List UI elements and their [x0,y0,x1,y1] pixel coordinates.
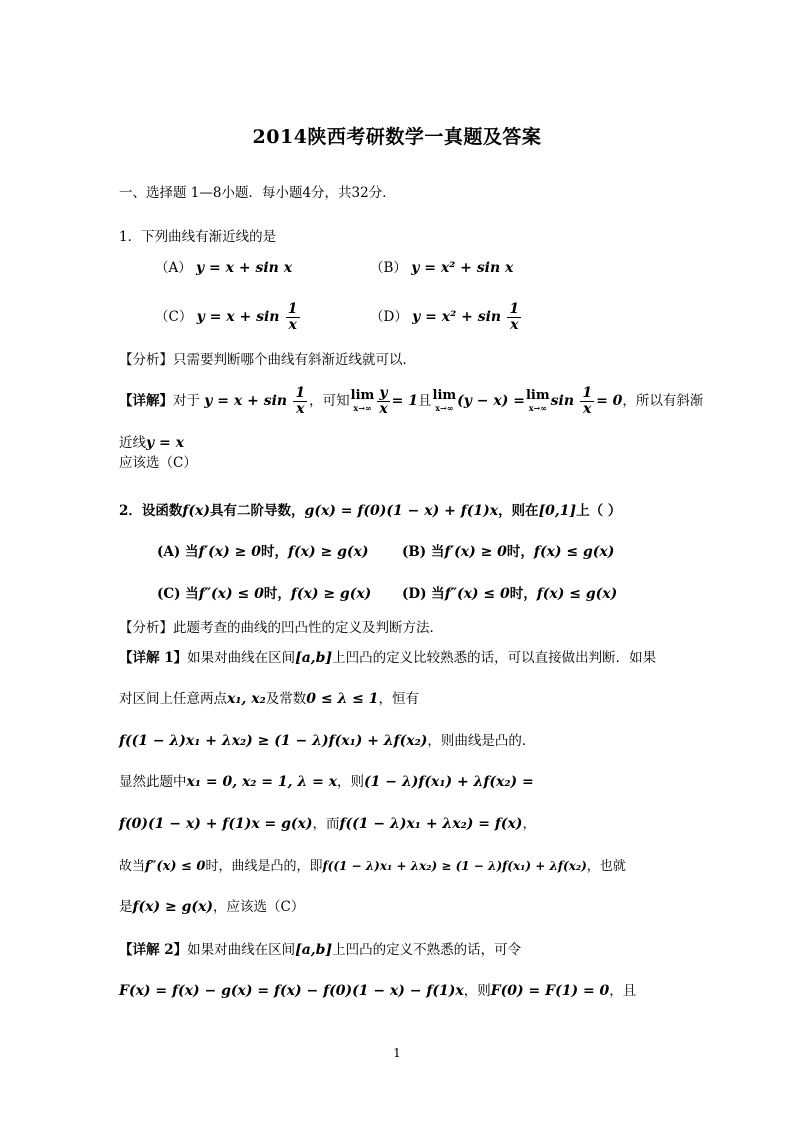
q2-detail1-line2 [119,689,419,709]
q2-stem-t1: 2．设函数 [119,503,183,519]
q1-lim-3 [525,387,550,414]
q2-d1-l5-e2: f((1 − λ)x₁ + λx₂) = f(x) [339,816,523,832]
q1-detail-e4: sin [550,393,575,409]
q1-detail [119,384,703,418]
q2-option-c [157,584,371,604]
q1-detail-frac1-den: x [296,401,305,417]
q2-d1-l2-e1: x₁, x₂ [227,691,266,707]
q2-a-label: (A) 当 [157,544,199,560]
q2-stem-t2: 具有二阶导数， [210,503,305,519]
q2-b-label: (B) 当 [402,544,445,560]
q2-stem [119,501,621,521]
q2-d1-l6-t2: 时，曲线是凸的，即 [205,859,323,874]
q2-d1-l7-t1: 是 [119,899,133,915]
q1-detail-frac2-num: 1 [582,385,593,401]
q1-c-frac-num: 1 [287,301,298,317]
q2-analysis: 【分析】此题考查的曲线的凹凸性的定义及判断方法． [119,620,443,636]
q1-detail-line2 [119,433,184,453]
q2-d-res: f(x) ≤ g(x) [536,586,618,602]
q1-a-expr: y = x + sin x [196,260,293,276]
q2-d1-l6-t1: 故当 [119,859,146,874]
page-number: 1 [393,1046,401,1060]
q2-d1-l3-t: ，则曲线是凸的． [427,733,536,749]
q1-option-d [370,300,523,334]
q2-d1-e1: [a,b] [295,650,333,666]
q1-option-c [155,300,302,334]
q2-detail1-line6 [119,856,626,877]
q2-d-cond: f″(x) ≤ 0 [444,586,510,602]
q2-stem-e1: f(x) [182,503,211,519]
q2-detail1-line3 [119,731,535,751]
q1-c-label: （C） [155,309,193,325]
q2-stem-e2: g(x) = f(0)(1 − x) + f(1)x [304,503,499,519]
q2-d2-t1: 如果对曲线在区间 [187,942,296,958]
q2-d1-l7-e1: f(x) ≥ g(x) [132,899,213,915]
q2-d2-t2: 上凹凸的定义不熟悉的话，可令 [332,942,522,958]
q1-detail-head: 【详解】 [119,393,173,409]
q1-c-expr: y = x + sin [196,309,280,325]
q2-c-when: 时， [263,586,291,602]
q2-d1-l5-t1: ，而 [312,816,340,832]
q1-lim-1-sub: x→∞ [353,402,372,413]
page-title: 2014陕西考研数学一真题及答案 [252,126,542,148]
q2-d2-head: 【详解 2】 [119,942,188,958]
q1-c-frac-den: x [288,317,297,333]
q1-d-fraction [507,302,521,333]
q2-d1-l2-t3: ，恒有 [378,691,419,707]
q2-d1-l6-t3: ，也就 [586,859,626,874]
q1-lim-3-word: lim [525,387,550,403]
q2-d2-l2-e2: F(0) = F(1) = 0 [490,983,610,999]
q1-detail-t4: ，所以有斜渐 [622,393,704,409]
q1-detail-line2-expr: y = x [146,435,184,451]
q1-d-label: （D） [370,309,408,325]
q2-d1-l7-t2: ，应该选（C） [212,899,305,915]
q2-d2-l2-t1: ，则 [463,983,491,999]
q2-stem-t3: ，则在 [498,503,539,519]
q1-detail-t2: ，可知 [309,393,350,409]
q2-detail1-line7 [119,897,304,917]
q1-detail-t1: 对于 [173,393,200,409]
q1-lim-2 [432,387,457,414]
q2-detail1-line1 [119,648,656,668]
q1-detail-t3: 且 [418,393,432,409]
q1-detail-line2-text: 近线 [119,435,146,451]
q1-lim-1-word: lim [350,387,375,403]
q2-d1-head: 【详解 1】 [119,650,188,666]
q1-c-fraction [286,302,300,333]
q1-d-frac-den: x [510,317,519,333]
q2-d1-l5-t2: ， [522,816,536,832]
q2-c-res: f(x) ≥ g(x) [290,586,372,602]
q1-lim-frac-num: y [377,386,389,402]
q2-d1-l2-t2: 及常数 [265,691,307,707]
q2-d1-l4-t1: 显然此题中 [119,774,187,790]
q2-d2-l2-e1: F(x) = f(x) − g(x) = f(x) − f(0)(1 − x) − f(1)x [119,983,464,999]
q2-option-d [402,584,617,604]
q2-b-res: f(x) ≤ g(x) [533,544,615,560]
q1-answer: 应该选（C） [119,455,197,471]
q1-detail-frac1-num: 1 [295,385,306,401]
q2-d2-l2-t2: ，且 [609,983,637,999]
q2-d1-l4-e1: x₁ = 0, x₂ = 1, λ = x [186,774,338,790]
q2-a-cond: f′(x) ≥ 0 [198,544,261,560]
q1-a-label: （A） [155,260,192,276]
q2-option-b [402,542,614,562]
q1-lim-2-sub: x→∞ [435,402,454,413]
q1-b-label: （B） [370,260,407,276]
q2-d-when: 时， [509,586,537,602]
q2-d1-l5-e1: f(0)(1 − x) + f(1)x = g(x) [119,816,313,832]
q2-stem-t4: 上（ ） [576,503,622,519]
q2-d1-l3-e: f((1 − λ)x₁ + λx₂) ≥ (1 − λ)f(x₁) + λf(x₂) [119,733,428,749]
section-heading: 一、选择题 1—8小题．每小题4分，共32分． [119,185,396,201]
q2-detail1-line4 [119,772,534,792]
q2-stem-e3: [0,1] [538,503,577,519]
q1-detail-frac2 [580,386,594,417]
q2-a-res: f(x) ≥ g(x) [287,544,369,560]
q1-lim-frac [377,386,389,417]
q1-lim-2-word: lim [432,387,457,403]
q1-analysis: 【分析】只需要判断哪个曲线有斜渐近线就可以． [119,352,416,368]
q2-b-cond: f′(x) ≥ 0 [444,544,507,560]
q2-b-when: 时， [506,544,534,560]
q1-detail-e2: = 1 [391,393,419,409]
q1-detail-frac2-den: x [583,401,592,417]
q2-detail2-line1 [119,940,521,960]
q2-a-when: 时， [260,544,288,560]
q1-b-expr: y = x² + sin x [411,260,514,276]
q2-detail1-line5 [119,814,536,834]
q1-d-expr: y = x² + sin [412,309,502,325]
q1-option-b [370,258,513,278]
q1-detail-frac1 [293,386,307,417]
q1-d-frac-num: 1 [509,301,520,317]
q1-stem: 1．下列曲线有渐近线的是 [119,229,277,245]
q2-detail2-line2 [119,981,636,1001]
q2-d1-l4-e2: (1 − λ)f(x₁) + λf(x₂) = [364,774,534,790]
q2-c-label: (C) 当 [157,586,199,602]
q2-d1-t2: 上凹凸的定义比较熟悉的话，可以直接做出判断．如果 [332,650,657,666]
q1-lim-frac-den: x [379,401,388,417]
q2-d1-l6-e2: f((1 − λ)x₁ + λx₂) ≥ (1 − λ)f(x₁) + λf(x₂) [322,859,587,873]
q1-detail-e3: (y − x) = [457,393,525,409]
q2-d1-l4-t2: ，则 [337,774,365,790]
q1-detail-e5: = 0 [596,393,623,409]
q2-d1-l2-t1: 对区间上任意两点 [119,691,227,707]
q2-d-label: (D) 当 [402,586,445,602]
q2-d1-l2-e2: 0 ≤ λ ≤ 1 [306,691,379,707]
q1-lim-3-sub: x→∞ [528,402,547,413]
q1-detail-e1: y = x + sin [204,393,288,409]
q2-option-a [157,542,368,562]
q2-d1-t1: 如果对曲线在区间 [187,650,296,666]
q1-lim-1 [350,387,375,414]
q2-d2-e1: [a,b] [295,942,333,958]
q2-d1-l6-e1: f″(x) ≤ 0 [145,859,206,874]
q2-c-cond: f″(x) ≤ 0 [198,586,264,602]
q1-option-a [155,258,292,278]
